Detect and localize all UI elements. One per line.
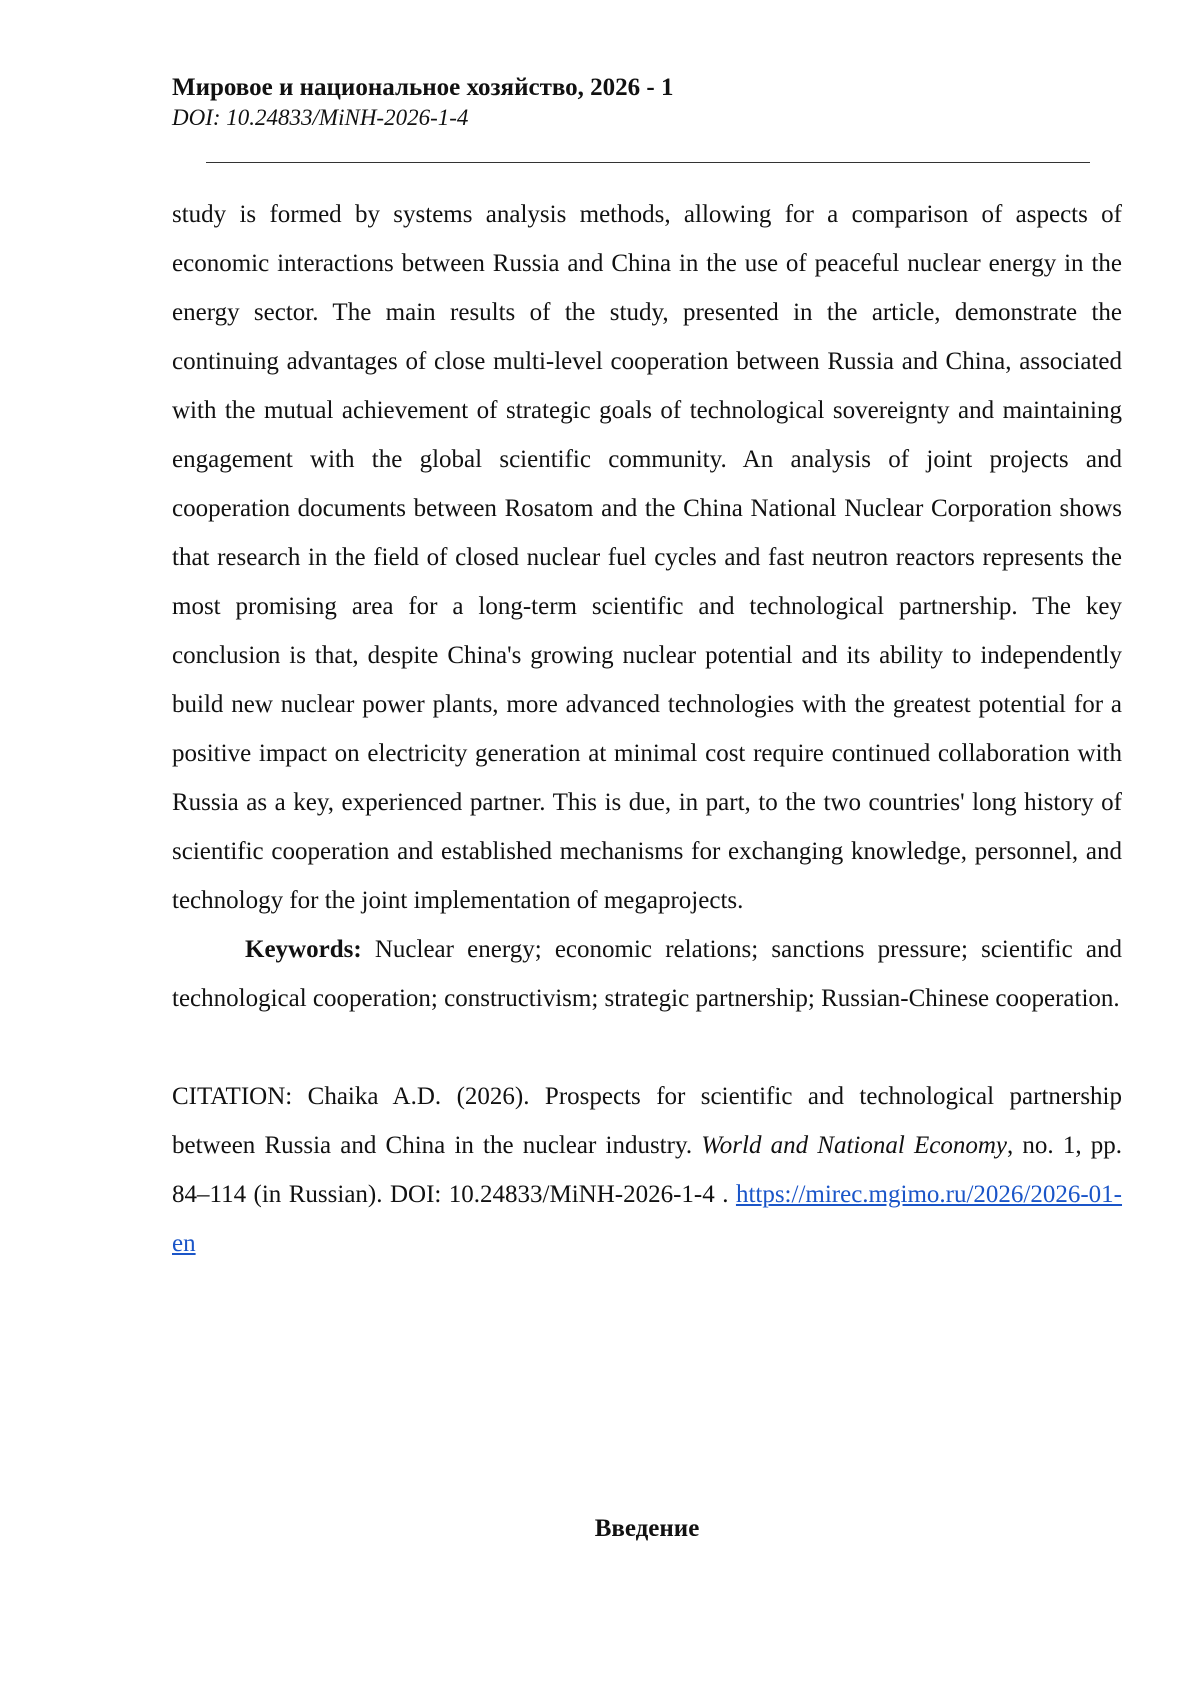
section-heading-introduction: Введение <box>594 1515 700 1542</box>
keywords-paragraph <box>172 925 1122 1023</box>
header-doi: DOI: 10.24833/MiNH-2026-1-4 <box>172 105 469 130</box>
abstract-paragraph: study is formed by systems analysis methods, allowing for a comparison of aspects of economic interactions between Russia and China in the use of peaceful nuclear energy in the energy sector. The main results of the study, presented in the article, demonstrate the continuing advantages of close multi-level cooperation between Russia and China, associated with the mutual achievement of strategic goals of technological sovereignty and maintaining engagement with the global scientific community. An analysis of joint projects and cooperation documents between Rosatom and the China National Nuclear Corporation shows that research in the field of closed nuclear fuel cycles and fast neutron reactors represents the most promising area for a long-term scientific and technological partnership. The key conclusion is that, despite China's growing nuclear potential and its ability to independently build new nuclear power plants, more advanced technologies with the greatest potential for a positive impact on electricity generation at minimal cost require continued collaboration with Russia as a key, experienced partner. This is due, in part, to the two countries' long history of scientific cooperation and established mechanisms for exchanging knowledge, personnel, and technology for the joint implementation of megaprojects. <box>172 201 1122 914</box>
journal-title: Мировое и национальное хозяйство, 2026 - 1 <box>172 74 674 101</box>
citation-prefix: CITATION: Chaika A.D. (2026). Prospects for scientific and technological partnership between Russia and China in the nuclear industry. <box>172 1083 1122 1159</box>
citation-journal: World and National Economy <box>701 1132 1007 1159</box>
citation-paragraph <box>172 1072 1122 1268</box>
citation-suffix: , no. 1, pp. 84–114 (in Russian). DOI: 10.24833/MiNH-2026-1-4 . <box>172 1132 1123 1208</box>
keywords-label: Keywords: <box>245 936 362 963</box>
citation-url-link[interactable]: https://mirec.mgimo.ru/2026/2026-01-en <box>172 1181 1123 1257</box>
header-rule <box>206 162 1090 163</box>
running-header <box>172 72 1122 132</box>
article-body <box>172 190 1122 1268</box>
keywords-text: Nuclear energy; economic relations; sanctions pressure; scientific and technological cooperation; constructivism; strategic partnership; Russian-Chinese cooperation. <box>172 936 1122 1012</box>
